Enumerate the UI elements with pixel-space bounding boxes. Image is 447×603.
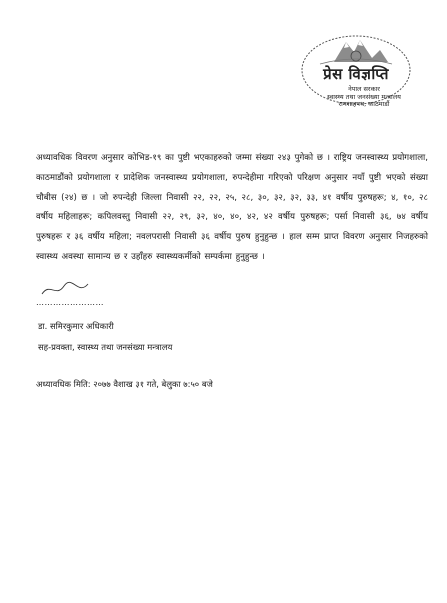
signature-scribble-icon — [36, 278, 106, 300]
body-paragraph: अध्यावधिक विवरण अनुसार कोभिड-१९ का पुष्टी भएकाहरुको जम्मा संख्या २४३ पुगेको छ । राष्ट्रिय जनस्वास्थ्य प्रयोगशाला, काठमाडौंको प्रयोगशाला र प्रादेशिक जनस्वास्थ्य प्रयोगशाला, रुपन्देहीमा गरिएको परिक्षण अनुसार नयाँ पुष्टी भएको संख्या चौबीस (२४) छ । जो रुपन्देही जिल्ला निवासी २२, २२, २५, २८, ३०, ३२, ३२, ३३, ४१ वर्षीय पुरुषहरू; ४, १०, २८ वर्षीय महिलाहरू; कपिलवस्तु निवासी २२, २९, ३२, ४०, ४०, ४२, ४२ वर्षीय पुरुषहरू; पर्सा निवासी ३६, ७४ वर्षीय पुरुषहरू र ३६ वर्षीय महिला; नवलपरासी निवासी ३६ वर्षीय पुरुष हुनुहुन्छ । हाल सम्म प्राप्त विवरण अनुसार निजहरुको स्वास्थ्य अवस्था सामान्य छ र उहाँहरु स्वास्थ्यकर्मीको सम्पर्कमा हुनुहुन्छ । — [36, 153, 428, 262]
signature-line: …………………… — [36, 298, 104, 307]
stamp-line-address: रामशाहपथ, काठमाडौं — [338, 100, 390, 108]
signatory-name: डा. समिरकुमार अधिकारी — [38, 321, 114, 331]
stamp-line-ministry: स्वास्थ्य तथा जनसंख्या मन्त्रालय — [327, 93, 401, 101]
stamp-line-government: नेपाल सरकार — [348, 85, 380, 93]
issue-timestamp: अध्यावधिक मिति: २०७७ वैशाख ३१ गते, बेलुका ७:५० बजे — [36, 379, 213, 389]
signatory-title: सह-प्रवक्ता, स्वास्थ्य तथा जनसंख्या मन्त्रालय — [38, 342, 173, 352]
ministry-stamp — [300, 34, 412, 106]
stamp-title: प्रेस विज्ञप्ति — [323, 65, 389, 83]
